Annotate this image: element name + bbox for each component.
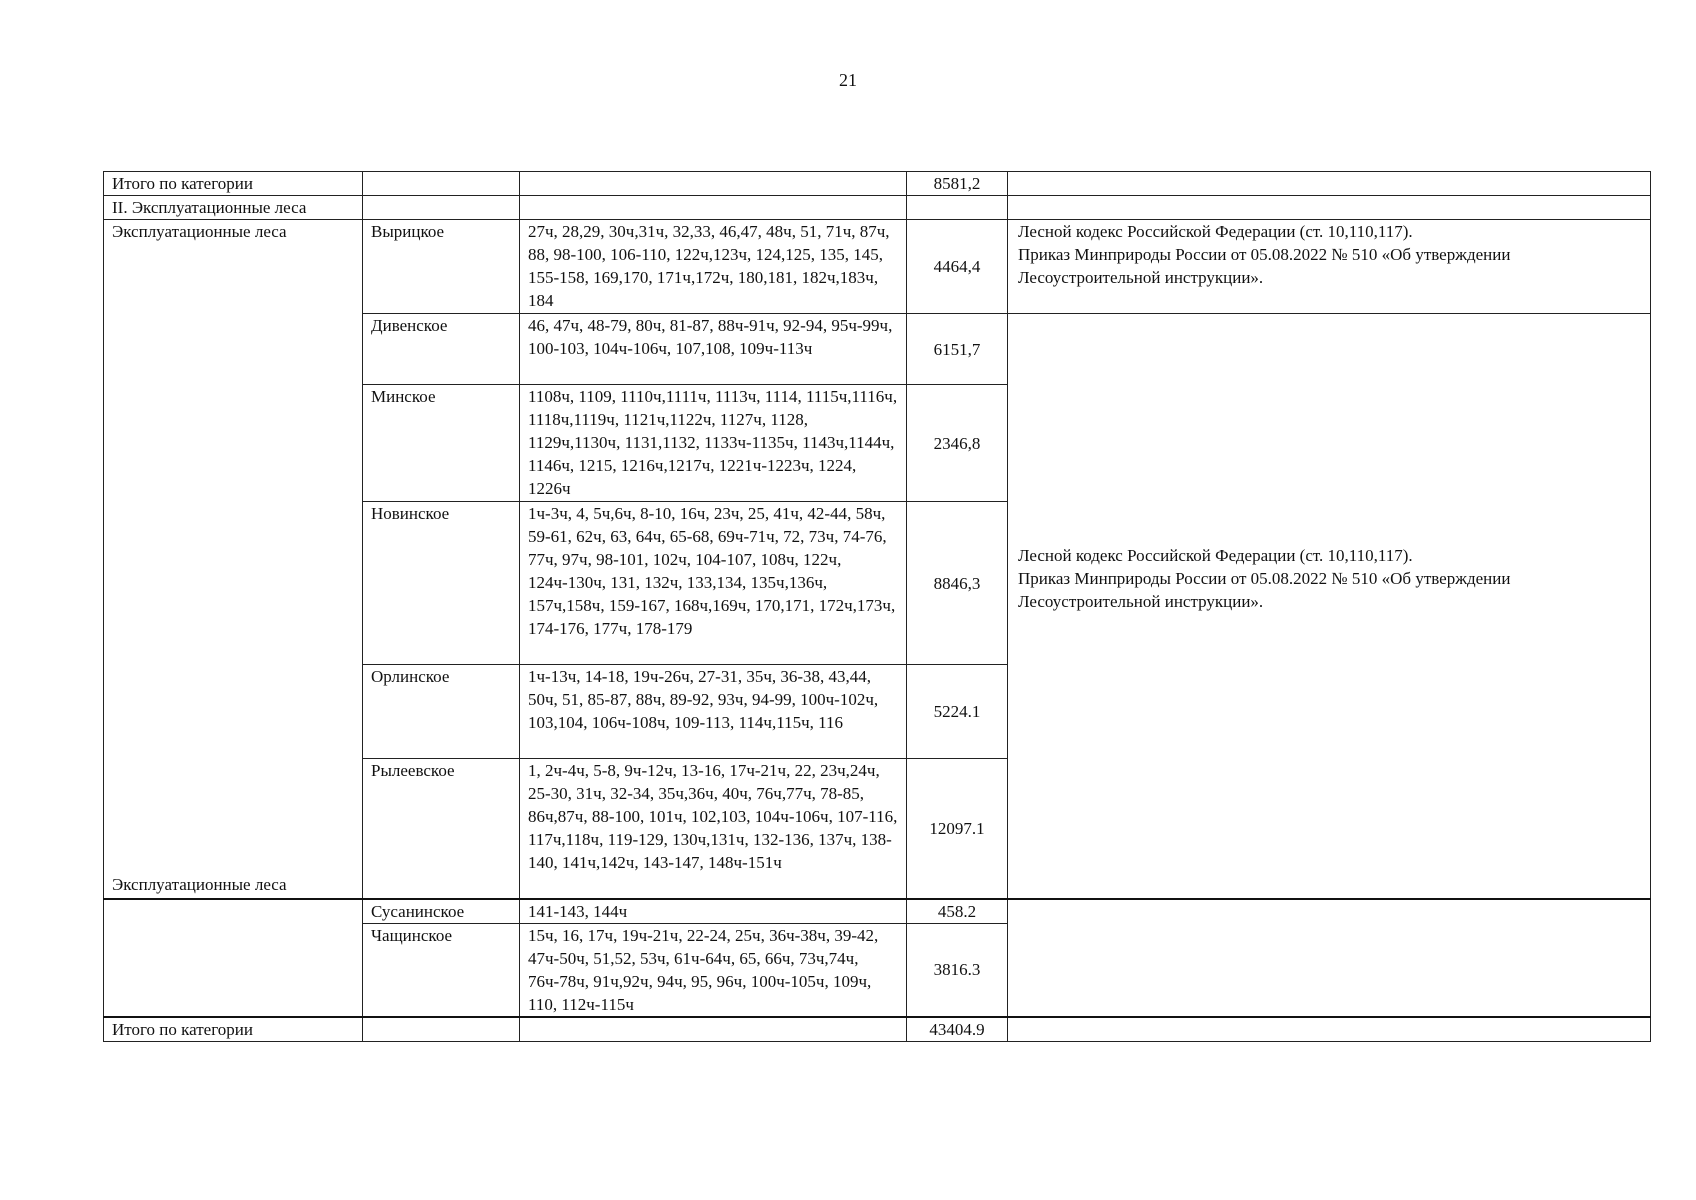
total-label: Итого по категории <box>104 1017 363 1042</box>
category-label-top: Эксплуатационные леса <box>112 222 287 241</box>
legal-basis-cell <box>1008 314 1651 899</box>
forestry-area: 6151,7 <box>907 314 1008 385</box>
empty-cell <box>520 1017 907 1042</box>
total-row-previous <box>104 172 1651 196</box>
forestry-name: Сусанинское <box>363 899 520 924</box>
forestry-area: 12097.1 <box>907 759 1008 899</box>
quarter-list: 1ч-13ч, 14-18, 19ч-26ч, 27-31, 35ч, 36-38, 43,44, 50ч, 51, 85-87, 88ч, 89-92, 93ч, 94-99, 100ч-102ч, 103,104, 106ч-108ч, 109-113, 114ч,115ч, 116 <box>520 665 907 759</box>
section-header-row <box>104 196 1651 220</box>
category-cell-empty <box>104 899 363 1018</box>
total-row-current <box>104 1017 1651 1042</box>
table-row-susaninskoe <box>104 899 1651 924</box>
quarter-list: 1ч-3ч, 4, 5ч,6ч, 8-10, 16ч, 23ч, 25, 41ч, 42-44, 58ч, 59-61, 62ч, 63, 64ч, 65-68, 69ч-71ч, 72, 73ч, 74-76, 77ч, 97ч, 98-101, 102ч, 104-107, 108ч, 122ч, 124ч-130ч, 131, 132ч, 133,134, 135ч,136ч, 157ч,158ч, 159-167, 168ч,169ч, 170,171, 172ч,173ч, 174-176, 177ч, 178-179 <box>520 502 907 665</box>
legal-basis-cell <box>1008 220 1651 314</box>
empty-cell <box>363 1017 520 1042</box>
quarter-list: 1108ч, 1109, 1110ч,1111ч, 1113ч, 1114, 1115ч,1116ч, 1118ч,1119ч, 1121ч,1122ч, 1127ч, 1128, 1129ч,1130ч, 1131,1132, 1133ч-1135ч, 1143ч,1144ч, 1146ч, 1215, 1216ч,1217ч, 1221ч-1223ч, 1224, 1226ч <box>520 385 907 502</box>
forest-areas-table <box>103 171 1651 1042</box>
forestry-name: Рылеевское <box>363 759 520 899</box>
forestry-area: 458.2 <box>907 899 1008 924</box>
forestry-area: 2346,8 <box>907 385 1008 502</box>
empty-cell <box>520 196 907 220</box>
forestry-name: Чащинское <box>363 923 520 1017</box>
empty-cell <box>520 172 907 196</box>
forestry-name: Вырицкое <box>363 220 520 314</box>
forestry-area: 5224.1 <box>907 665 1008 759</box>
total-area: 43404.9 <box>907 1017 1008 1042</box>
forestry-area: 3816.3 <box>907 923 1008 1017</box>
forestry-area: 4464,4 <box>907 220 1008 314</box>
category-cell <box>104 220 363 899</box>
legal-basis-line: Лесной кодекс Российской Федерации (ст. 10,110,117). <box>1018 546 1413 566</box>
forestry-name: Орлинское <box>363 665 520 759</box>
forestry-name: Дивенское <box>363 314 520 385</box>
legal-basis-block <box>1018 544 1642 613</box>
total-area: 8581,2 <box>907 172 1008 196</box>
quarter-list: 27ч, 28,29, 30ч,31ч, 32,33, 46,47, 48ч, 51, 71ч, 87ч, 88, 98-100, 106-110, 122ч,123ч, 124,125, 135, 145, 155-158, 169,170, 171ч,172ч, 180,181, 182ч,183ч, 184 <box>520 220 907 314</box>
quarter-list: 1, 2ч-4ч, 5-8, 9ч-12ч, 13-16, 17ч-21ч, 22, 23ч,24ч, 25-30, 31ч, 32-34, 35ч,36ч, 40ч, 76ч,77ч, 78-85, 86ч,87ч, 88-100, 101ч, 102,103, 104ч-106ч, 107-116, 117ч,118ч, 119-129, 130ч,131ч, 132-136, 137ч, 138-140, 141ч,142ч, 143-147, 148ч-151ч <box>520 759 907 899</box>
empty-cell <box>363 196 520 220</box>
total-label: Итого по категории <box>104 172 363 196</box>
quarter-list: 46, 47ч, 48-79, 80ч, 81-87, 88ч-91ч, 92-94, 95ч-99ч, 100-103, 104ч-106ч, 107,108, 109ч-113ч <box>520 314 907 385</box>
legal-basis-line: Приказ Минприроды России от 05.08.2022 № 510 «Об утверждении Лесоустроительной инструкции». <box>1018 245 1511 287</box>
empty-cell <box>1008 196 1651 220</box>
category-label-bottom: Эксплуатационные леса <box>112 874 287 894</box>
empty-cell <box>363 172 520 196</box>
page-number: 21 <box>839 70 857 90</box>
section-title: II. Эксплуатационные леса <box>104 196 363 220</box>
forestry-name: Новинское <box>363 502 520 665</box>
forestry-name: Минское <box>363 385 520 502</box>
empty-cell <box>1008 172 1651 196</box>
quarter-list: 15ч, 16, 17ч, 19ч-21ч, 22-24, 25ч, 36ч-38ч, 39-42, 47ч-50ч, 51,52, 53ч, 61ч-64ч, 65, 66ч, 73ч,74ч, 76ч-78ч, 91ч,92ч, 94ч, 95, 96ч, 100ч-105ч, 109ч, 110, 112ч-115ч <box>520 923 907 1017</box>
quarter-list: 141-143, 144ч <box>520 899 907 924</box>
forestry-area: 8846,3 <box>907 502 1008 665</box>
legal-basis-line: Приказ Минприроды России от 05.08.2022 № 510 «Об утверждении Лесоустроительной инструкции». <box>1018 569 1511 612</box>
table-row-vyritskoe <box>104 220 1651 314</box>
empty-cell <box>1008 1017 1651 1042</box>
empty-cell <box>907 196 1008 220</box>
legal-basis-line: Лесной кодекс Российской Федерации (ст. 10,110,117). <box>1018 222 1413 241</box>
legal-basis-cell-empty <box>1008 899 1651 1018</box>
